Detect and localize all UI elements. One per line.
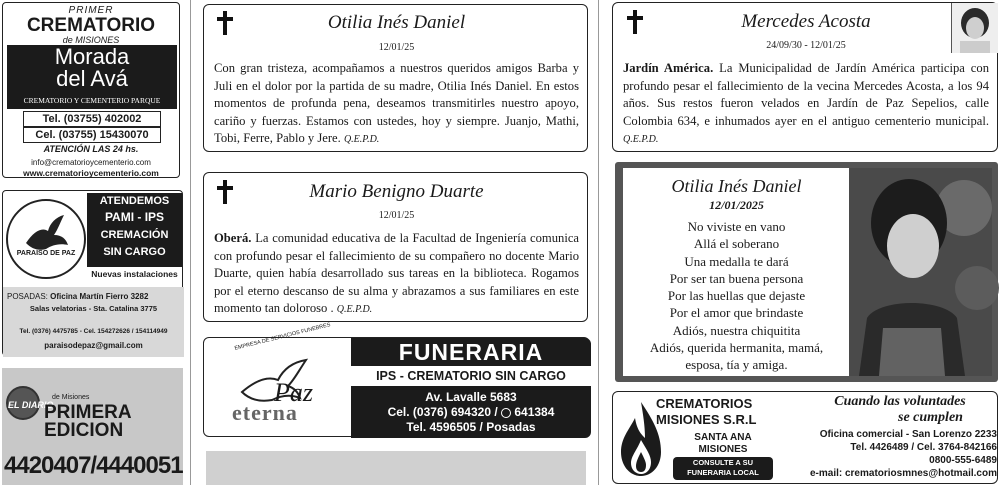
notice-body	[623, 60, 989, 149]
tribute-poem-line: Por ser tan buena persona	[669, 270, 804, 286]
tribute-poem-line: No viviste en vano	[687, 219, 786, 234]
ad-cel: Cel. (03755) 15430070	[23, 127, 161, 143]
grey-placeholder-bar	[206, 451, 586, 485]
el-diario-text: EL DIARIO	[8, 400, 54, 410]
ips-bar: IPS - CREMATORIO SIN CARGO	[351, 366, 591, 386]
sin-cargo-text: SIN CARGO	[103, 246, 166, 258]
crematorios-title1: CREMATORIOS	[656, 396, 753, 411]
notice-qepd: Q.E.P.D.	[343, 134, 380, 146]
misiones-text: MISIONES	[698, 444, 748, 455]
eterna-text: eterna	[232, 400, 298, 425]
ad-crematorio: CREMATORIO	[26, 15, 156, 36]
notice-lead: Oberá.	[214, 231, 252, 245]
nuevas-text: Nuevas instalaciones	[91, 269, 178, 279]
funeraria-whatsapp: 641384	[514, 405, 555, 419]
posadas-line	[7, 292, 183, 301]
tribute-poem-line: Allá el soberano	[693, 236, 780, 252]
tribute-date: 12/01/2025	[709, 198, 764, 212]
posadas-label: POSADAS:	[7, 292, 48, 301]
crematorio-morada-ad[interactable]	[2, 2, 180, 178]
posadas-address: Oficina Martín Fierro 3282	[50, 292, 149, 301]
notice-mario	[203, 172, 588, 322]
atendemos-text: ATENDEMOS	[99, 195, 170, 207]
ad-morada: Morada	[54, 44, 130, 69]
tribute-poem-line: Por las huellas que dejaste	[667, 288, 806, 304]
dove-icon	[8, 201, 84, 277]
notice-date: 12/01/25	[378, 210, 415, 221]
crematorios-misiones-ad[interactable]	[612, 391, 998, 484]
crematorios-title2: MISIONES S.R.L	[656, 412, 757, 427]
portrait-image	[952, 3, 998, 53]
de-misiones-text: de Misiones	[52, 394, 90, 401]
notice-body-text: La Municipalidad de Jardín América participa con profundo pesar el fallecimiento de la vecina Mercedes Acosta, a los 94 años. Sus restos fueron velados en Jardín de Paz Sepelios, calle Colombia 634, e inhumados ayer en el antiguo cementerio municipal.	[623, 61, 989, 128]
notice-body	[214, 60, 579, 149]
notice-body	[214, 230, 579, 319]
paraiso-email[interactable]: paraisodepaz@gmail.com	[44, 341, 143, 350]
crematorios-tel: Tel. 4426489 / Cel. 3764-842166	[850, 442, 997, 453]
column-divider	[190, 0, 191, 485]
slogan-line1: Cuando las voluntades	[834, 394, 966, 409]
notice-date: 24/09/30 - 12/01/25	[766, 40, 846, 51]
tribute-poem-line: Una medalla te dará	[684, 253, 789, 269]
slogan-line2: se cumplen	[898, 410, 963, 425]
consulte-line2: FUNERARIA LOCAL	[687, 468, 759, 477]
notice-name: Mario Benigno Duarte	[309, 181, 484, 202]
funeraria-paz-eterna-ad[interactable]	[203, 322, 590, 437]
tribute-poem-line: Por el amor que brindaste	[669, 305, 804, 321]
cremacion-text: CREMACIÓN	[100, 229, 169, 241]
ad-primer: PRIMER	[68, 5, 114, 16]
notice-lead: Jardín América.	[623, 61, 714, 75]
ad-de-misiones: de MISIONES	[62, 35, 120, 45]
crematorios-email[interactable]: e-mail: crematoriosmnes@hotmail.com	[809, 468, 997, 479]
funeraria-tel: Tel. 4596505 / Posadas	[406, 420, 536, 434]
tribute-poem	[623, 218, 850, 374]
primera-edicion-ad[interactable]	[2, 368, 183, 485]
notice-body-text: La comunidad educativa de la Facultad de Ingeniería comunica con profundo pesar el fallecimiento de su compañero no docente Mario Duarte, quien había desarrollado sus tareas en la biblioteca. Rogamos por el eterno descanso de su alma y abrazamos a sus familiares en este momento tan doloroso .	[214, 231, 579, 316]
portrait-photo	[951, 3, 997, 53]
funeraria-cel-line	[351, 405, 591, 419]
whatsapp-icon	[501, 408, 511, 418]
tribute-poem-line: Adiós, nuestra chiquitita	[672, 322, 801, 338]
tribute-name: Otilia Inés Daniel	[671, 176, 802, 196]
notice-mercedes	[612, 2, 998, 152]
crematorios-free: 0800-555-6489	[929, 455, 997, 466]
tribute-otilia	[615, 162, 998, 382]
tribute-poem-line: Adiós, querida hermanita, mamá,	[649, 340, 824, 356]
paraiso-logo-text: PARAISO DE PAZ	[16, 250, 76, 257]
dove-logo	[6, 199, 86, 279]
paraiso-tel: Tel. (0376) 4475785 - Cel. 154272626 / 154114949	[19, 328, 168, 335]
funeraria-cel: Cel. (0376) 694320 /	[387, 405, 498, 419]
consulte-line1: CONSULTE A SU	[692, 458, 754, 467]
paz-text: Paz	[274, 378, 313, 407]
tribute-photo	[849, 168, 992, 376]
primera-text: PRIMERA	[44, 402, 132, 423]
notice-date: 12/01/25	[378, 42, 415, 53]
ad-web[interactable]: www.crematorioycementerio.com	[23, 168, 159, 178]
ad-subtitle: CREMATORIO Y CEMENTERIO PARQUE	[23, 96, 161, 105]
crematorios-oficina: Oficina comercial - San Lorenzo 2233	[819, 429, 997, 440]
edicion-text: EDICION	[44, 420, 124, 441]
tribute-poem-line: esposa, tía y amiga.	[685, 357, 788, 373]
pami-text: PAMI - IPS	[104, 210, 165, 224]
santa-ana-text: SANTA ANA	[694, 432, 752, 443]
notice-name: Mercedes Acosta	[741, 11, 871, 32]
ad-tel: Tel. (03755) 402002	[23, 111, 161, 127]
column-divider	[598, 0, 599, 485]
paraiso-de-paz-ad[interactable]	[2, 190, 183, 356]
empresa-text: EMPRESA DE SERVICIOS FUNEBRES	[234, 322, 332, 352]
salas-line: Salas velatorias - Sta. Catalina 3775	[29, 304, 158, 313]
primera-phones: 4420407/4440051	[4, 452, 183, 479]
ad-del-ava: del Avá	[56, 66, 128, 91]
notice-otilia	[203, 4, 588, 152]
notice-name: Otilia Inés Daniel	[327, 12, 466, 33]
ad-email[interactable]: info@crematorioycementerio.com	[31, 158, 151, 167]
notice-qepd: Q.E.P.D.	[623, 134, 659, 146]
tribute-photo-image	[849, 168, 992, 376]
notice-qepd: Q.E.P.D.	[336, 304, 373, 316]
funeraria-address: Av. Lavalle 5683	[425, 390, 517, 404]
notice-body-text: Con gran tristeza, acompañamos a nuestros queridos amigos Barba y Juli en el dolor por la partida de su madre, Otilia Inés Daniel. En estos momentos de profunda pena, deseamos transmitirles nuestro apoyo, cariño y fuerzas. Estamos con ustedes, hoy y siempre. Juanjo, Mathi, Tobi, Ferre, Pablo y Jere.	[214, 61, 579, 146]
ad-atencion: ATENCIÓN LAS 24 hs.	[43, 144, 139, 154]
funeraria-title: FUNERARIA	[398, 339, 544, 365]
